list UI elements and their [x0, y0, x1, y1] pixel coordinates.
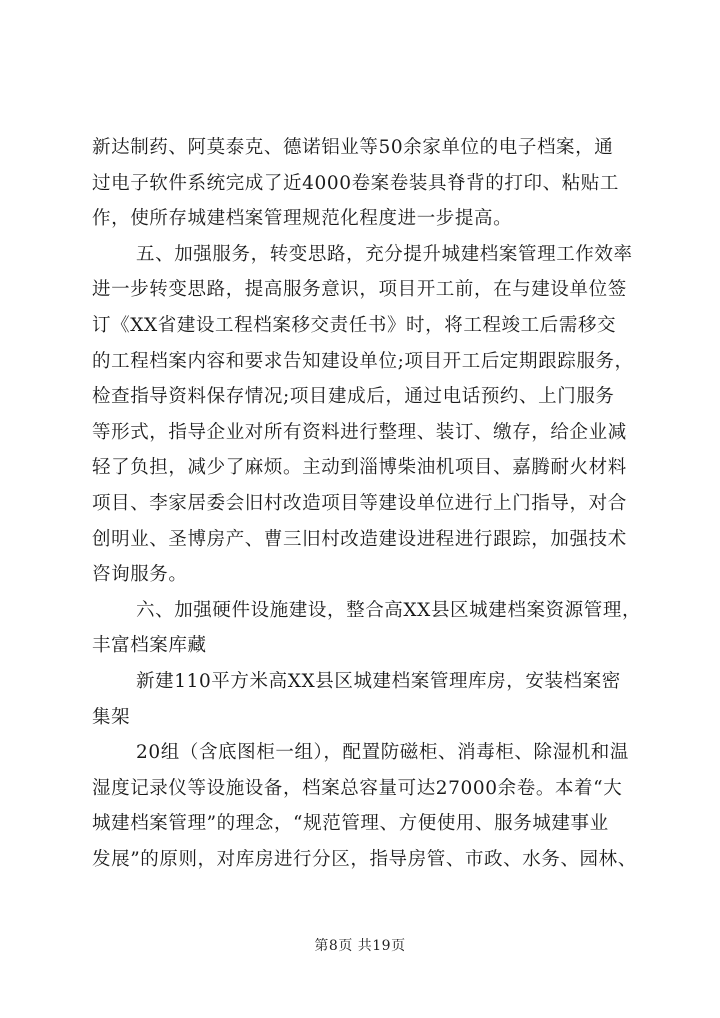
section-heading: 五、加强服务，转变思路，充分提升城建档案管理工作效率	[136, 243, 633, 265]
text-line: 20组（含底图柜一组），配置防磁柜、消毒柜、除湿机和温	[136, 742, 629, 764]
text-line: 轻了负担，减少了麻烦。主动到淄博柴油机项目、嘉腾耐火材料	[92, 457, 627, 479]
text-line: 城建档案管理”的理念，“规范管理、方便使用、服务城建事业	[92, 813, 609, 835]
text-line: 集架	[92, 706, 131, 728]
text-line: 项目、李家居委会旧村改造项目等建设单位进行上门指导，对合	[92, 492, 627, 514]
text-line: 发展”的原则，对库房进行分区，指导房管、市政、水务、园林、	[92, 848, 637, 870]
text-line: 丰富档案库藏	[92, 635, 207, 657]
text-line: 订《XX省建设工程档案移交责任书》时，将工程竣工后需移交	[92, 314, 617, 336]
text-line: 创明业、圣博房产、曹三旧村改造建设进程进行跟踪，加强技术	[92, 528, 627, 550]
text-line: 进一步转变思路，提高服务意识，项目开工前，在与建设单位签	[92, 279, 627, 301]
section-heading: 六、加强硬件设施建设，整合高XX县区城建档案资源管理，	[136, 599, 642, 621]
text-line: 新达制药、阿莫泰克、德诺铝业等50余家单位的电子档案，通	[92, 137, 614, 158]
text-line: 的工程档案内容和要求告知建设单位;项目开工后定期跟踪服务，	[92, 350, 634, 372]
text-line: 湿度记录仪等设施设备，档案总容量可达27000余卷。本着“大	[92, 777, 623, 799]
text-line: 咨询服务。	[92, 564, 188, 586]
text-line: 新建110平方米高XX县区城建档案管理库房，安装档案密	[136, 670, 621, 692]
text-line: 作，使所存城建档案管理规范化程度进一步提高。	[92, 208, 513, 230]
text-line: 过电子软件系统完成了近4000卷案卷装具脊背的打印、粘贴工	[92, 172, 619, 194]
page-number: 第8页 共19页	[314, 938, 406, 954]
text-line: 等形式，指导企业对所有资料进行整理、装订、缴存，给企业减	[92, 421, 627, 443]
body-text	[92, 130, 652, 877]
text-line: 检查指导资料保存情况;项目建成后，通过电话预约、上门服务	[92, 386, 615, 408]
